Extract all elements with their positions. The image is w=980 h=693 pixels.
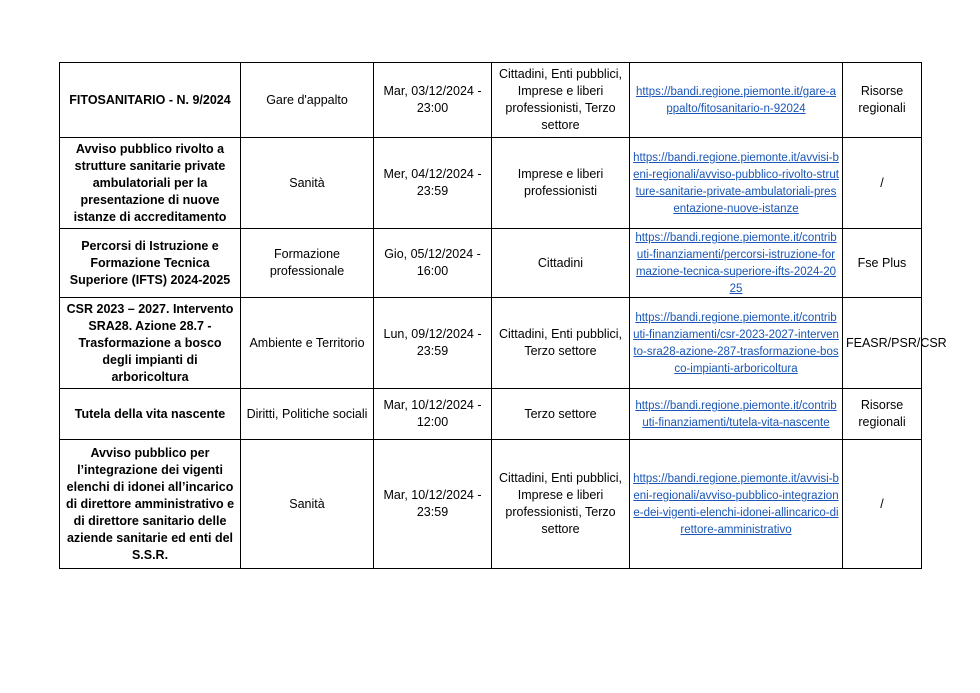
call-funding: / bbox=[843, 138, 922, 229]
call-title: Tutela della vita nascente bbox=[60, 389, 241, 440]
call-recipients: Terzo settore bbox=[492, 389, 630, 440]
call-title: Avviso pubblico per l’integrazione dei vigenti elenchi di idonei all’incarico di direttore amministrativo e di direttore sanitario delle aziende sanitarie ed enti del S.S.R. bbox=[60, 440, 241, 569]
call-deadline: Lun, 09/12/2024 - 23:59 bbox=[374, 298, 492, 389]
call-funding: Fse Plus bbox=[843, 229, 922, 298]
call-category: Gare d'appalto bbox=[241, 63, 374, 138]
call-recipients: Imprese e liberi professionisti bbox=[492, 138, 630, 229]
calls-table bbox=[59, 62, 947, 569]
call-funding: Risorse regionali bbox=[843, 63, 922, 138]
call-category: Sanità bbox=[241, 440, 374, 569]
table-row bbox=[60, 138, 922, 229]
call-recipients: Cittadini, Enti pubblici, Imprese e liberi professionisti, Terzo settore bbox=[492, 440, 630, 569]
call-link[interactable]: https://bandi.regione.piemonte.it/contributi-finanziamenti/percorsi-istruzione-formazione-tecnica-superiore-ifts-2024-2025 bbox=[635, 232, 837, 295]
call-recipients: Cittadini bbox=[492, 229, 630, 298]
call-deadline: Mar, 10/12/2024 - 23:59 bbox=[374, 440, 492, 569]
call-deadline: Mar, 10/12/2024 - 12:00 bbox=[374, 389, 492, 440]
call-deadline: Gio, 05/12/2024 - 16:00 bbox=[374, 229, 492, 298]
call-funding: FEASR/PSR/CSR bbox=[843, 298, 922, 389]
call-link[interactable]: https://bandi.regione.piemonte.it/contributi-finanziamenti/tutela-vita-nascente bbox=[635, 400, 837, 429]
call-title: FITOSANITARIO - N. 9/2024 bbox=[60, 63, 241, 138]
call-recipients: Cittadini, Enti pubblici, Terzo settore bbox=[492, 298, 630, 389]
call-category: Ambiente e Territorio bbox=[241, 298, 374, 389]
call-title: CSR 2023 – 2027. Intervento SRA28. Azione 28.7 - Trasformazione a bosco degli impianti di arboricoltura bbox=[60, 298, 241, 389]
call-link[interactable]: https://bandi.regione.piemonte.it/avvisi-beni-regionali/avviso-pubblico-rivolto-strutture-sanitarie-private-ambulatoriali-presentazione-nuove-istanze bbox=[633, 152, 839, 215]
call-deadline: Mer, 04/12/2024 - 23:59 bbox=[374, 138, 492, 229]
table-row bbox=[60, 440, 922, 569]
table-row bbox=[60, 63, 922, 138]
call-link[interactable]: https://bandi.regione.piemonte.it/avvisi-beni-regionali/avviso-pubblico-integrazione-dei-vigenti-elenchi-idonei-allincarico-direttore-amministrativo bbox=[633, 473, 839, 536]
call-category: Formazione professionale bbox=[241, 229, 374, 298]
table-row bbox=[60, 389, 922, 440]
call-funding: / bbox=[843, 440, 922, 569]
call-recipients: Cittadini, Enti pubblici, Imprese e liberi professionisti, Terzo settore bbox=[492, 63, 630, 138]
call-link[interactable]: https://bandi.regione.piemonte.it/contributi-finanziamenti/csr-2023-2027-intervento-sra28-azione-287-trasformazione-bosco-impianti-arboricoltura bbox=[633, 312, 839, 375]
call-category: Sanità bbox=[241, 138, 374, 229]
call-deadline: Mar, 03/12/2024 - 23:00 bbox=[374, 63, 492, 138]
call-category: Diritti, Politiche sociali bbox=[241, 389, 374, 440]
call-title: Percorsi di Istruzione e Formazione Tecnica Superiore (IFTS) 2024-2025 bbox=[60, 229, 241, 298]
call-funding: Risorse regionali bbox=[843, 389, 922, 440]
table-row bbox=[60, 229, 922, 298]
call-link[interactable]: https://bandi.regione.piemonte.it/gare-appalto/fitosanitario-n-92024 bbox=[635, 86, 837, 115]
table-row bbox=[60, 298, 922, 389]
call-title: Avviso pubblico rivolto a strutture sanitarie private ambulatoriali per la presentazione di nuove istanze di accreditamento bbox=[60, 138, 241, 229]
